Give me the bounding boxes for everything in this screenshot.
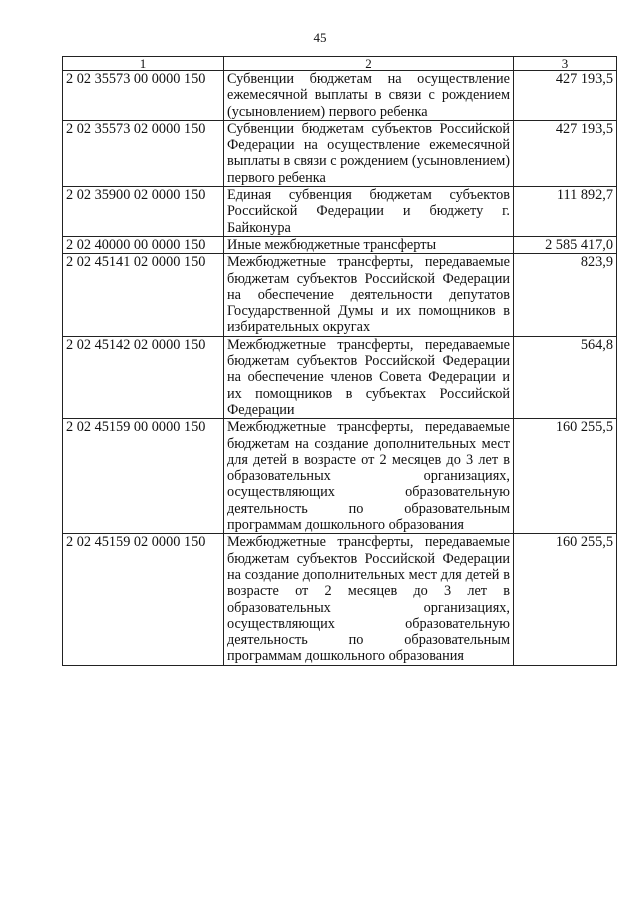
table-row: [63, 419, 617, 534]
row-amount: 160 255,5: [514, 534, 617, 665]
table-header-row: [63, 57, 617, 71]
row-amount: 427 193,5: [514, 71, 617, 121]
row-name: Межбюджетные трансферты, передаваемые бюджетам субъектов Российской Федерации на создание дополнительных мест для детей в возрасте от 2 месяцев до 3 лет в образовательных организациях, осуществляющих образовательную деятельность по образовательным программам дошкольного образования: [224, 534, 514, 665]
table-row: [63, 254, 617, 336]
row-code: 2 02 40000 00 0000 150: [63, 236, 224, 253]
page-number: 45: [313, 30, 327, 45]
table-row: [63, 336, 617, 418]
table-row: [63, 534, 617, 665]
row-name: Субвенции бюджетам субъектов Российской Федерации на осуществление ежемесячной выплаты в связи с рождением (усыновлением) первого ребенка: [224, 120, 514, 186]
row-amount: 2 585 417,0: [514, 236, 617, 253]
table-row: [63, 71, 617, 121]
row-code: 2 02 35573 00 0000 150: [63, 71, 224, 121]
row-name: Межбюджетные трансферты, передаваемые бюджетам субъектов Российской Федерации на обеспечение членов Совета Федерации и их помощников в субъектах Российской Федерации: [224, 336, 514, 418]
row-name: Единая субвенция бюджетам субъектов Российской Федерации и бюджету г. Байконура: [224, 187, 514, 237]
row-code: 2 02 45142 02 0000 150: [63, 336, 224, 418]
row-code: 2 02 35900 02 0000 150: [63, 187, 224, 237]
row-name: Субвенции бюджетам на осуществление ежемесячной выплаты в связи с рождением (усыновлением) первого ребенка: [224, 71, 514, 121]
row-code: 2 02 45159 00 0000 150: [63, 419, 224, 534]
column-header-amount: 3: [514, 57, 617, 71]
row-code: 2 02 45141 02 0000 150: [63, 254, 224, 336]
row-name: Межбюджетные трансферты, передаваемые бюджетам на создание дополнительных мест для детей в возрасте от 2 месяцев до 3 лет в образовательных организациях, осуществляющих образовательную деятельность по образовательным программам дошкольного образования: [224, 419, 514, 534]
table-row: [63, 236, 617, 253]
row-amount: 111 892,7: [514, 187, 617, 237]
row-code: 2 02 35573 02 0000 150: [63, 120, 224, 186]
row-code: 2 02 45159 02 0000 150: [63, 534, 224, 665]
table-row: [63, 187, 617, 237]
table-row: [63, 120, 617, 186]
row-name: Иные межбюджетные трансферты: [224, 236, 514, 253]
budget-revenue-table: [62, 56, 617, 666]
row-amount: 564,8: [514, 336, 617, 418]
row-amount: 160 255,5: [514, 419, 617, 534]
column-header-name: 2: [224, 57, 514, 71]
row-amount: 427 193,5: [514, 120, 617, 186]
column-header-code: 1: [63, 57, 224, 71]
row-amount: 823,9: [514, 254, 617, 336]
row-name: Межбюджетные трансферты, передаваемые бюджетам субъектов Российской Федерации на обеспечение деятельности депутатов Государственной Думы и их помощников в избирательных округах: [224, 254, 514, 336]
